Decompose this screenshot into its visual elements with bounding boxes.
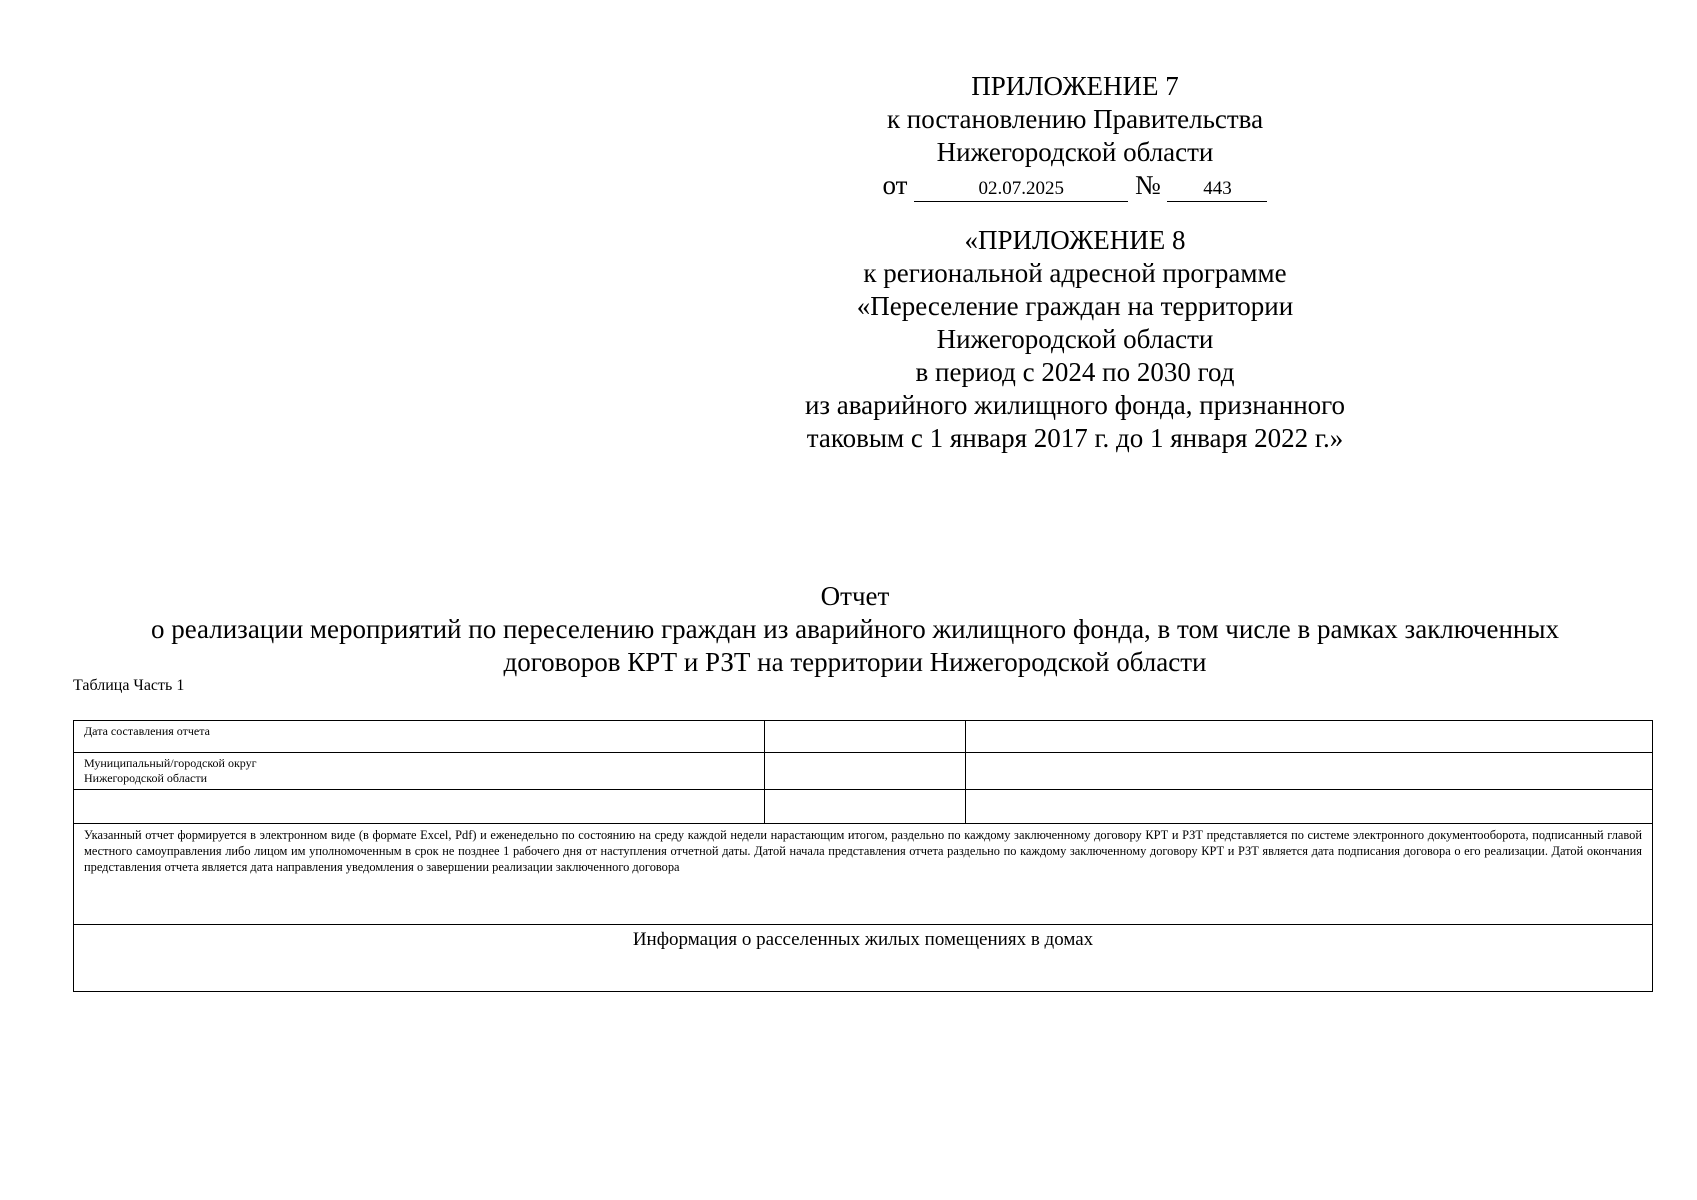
municipality-label: Муниципальный/городской округ Нижегородской области xyxy=(74,753,765,790)
table-row xyxy=(74,824,1653,925)
appendix-line-2: Нижегородской области xyxy=(936,137,1214,167)
report-subtitle-line-2: договоров КРТ и РЗТ на территории Нижегородской области xyxy=(503,647,1207,677)
municipality-extra xyxy=(966,753,1653,790)
program-line-1: к региональной адресной программе xyxy=(863,258,1287,288)
report-table xyxy=(73,720,1653,992)
program-line-6: таковым с 1 января 2017 г. до 1 января 2022 г.» xyxy=(806,423,1344,453)
decree-number: 443 xyxy=(1167,178,1267,202)
appendix-header xyxy=(790,70,1360,455)
program-line-5: из аварийного жилищного фонда, признанного xyxy=(804,390,1346,420)
program-line-4: в период с 2024 по 2030 год xyxy=(915,357,1235,387)
appendix-date-line xyxy=(790,169,1360,202)
report-date-value xyxy=(765,721,966,753)
section-title: Информация о расселенных жилых помещениях в домах xyxy=(74,925,1653,992)
table-row xyxy=(74,925,1653,992)
report-note: Указанный отчет формируется в электронном виде (в формате Excel, Pdf) и еженедельно по состоянию на среду каждой недели нарастающим итогом, раздельно по каждому заключенному договору КРТ и РЗТ представляется по системе электронного документооборота, подписанный главой местного самоуправления либо лицом им уполномоченным в срок не позднее 1 рабочего дня от наступления отчетной даты. Датой начала представления отчета раздельно по каждому заключенному договору КРТ и РЗТ является дата подписания договора о его реализации. Датой окончания представления отчета является дата направления уведомления о завершении реализации заключенного договора xyxy=(74,824,1653,925)
report-title: Отчет xyxy=(820,581,890,611)
empty-row-extra xyxy=(966,790,1653,824)
program-line-3: Нижегородской области xyxy=(936,324,1214,354)
report-heading xyxy=(70,580,1640,679)
empty-row-label xyxy=(74,790,765,824)
appendix-line-1: к постановлению Правительства xyxy=(886,104,1264,134)
report-subtitle-line-1: о реализации мероприятий по переселению граждан из аварийного жилищного фонда, в том числе в рамках заключенных xyxy=(150,614,1560,644)
report-date-extra xyxy=(966,721,1653,753)
number-label: № xyxy=(1134,170,1161,200)
empty-row-value xyxy=(765,790,966,824)
municipality-value xyxy=(765,753,966,790)
table-row xyxy=(74,721,1653,753)
table-caption: Таблица Часть 1 xyxy=(73,677,185,694)
program-line-2: «Переселение граждан на территории xyxy=(856,291,1294,321)
appendix-title: ПРИЛОЖЕНИЕ 7 xyxy=(971,71,1179,101)
report-date-label: Дата составления отчета xyxy=(74,721,765,753)
decree-date: 02.07.2025 xyxy=(914,178,1128,202)
table-row xyxy=(74,753,1653,790)
from-label: от xyxy=(882,170,908,200)
program-appendix-title: «ПРИЛОЖЕНИЕ 8 xyxy=(964,225,1186,255)
table-row xyxy=(74,790,1653,824)
